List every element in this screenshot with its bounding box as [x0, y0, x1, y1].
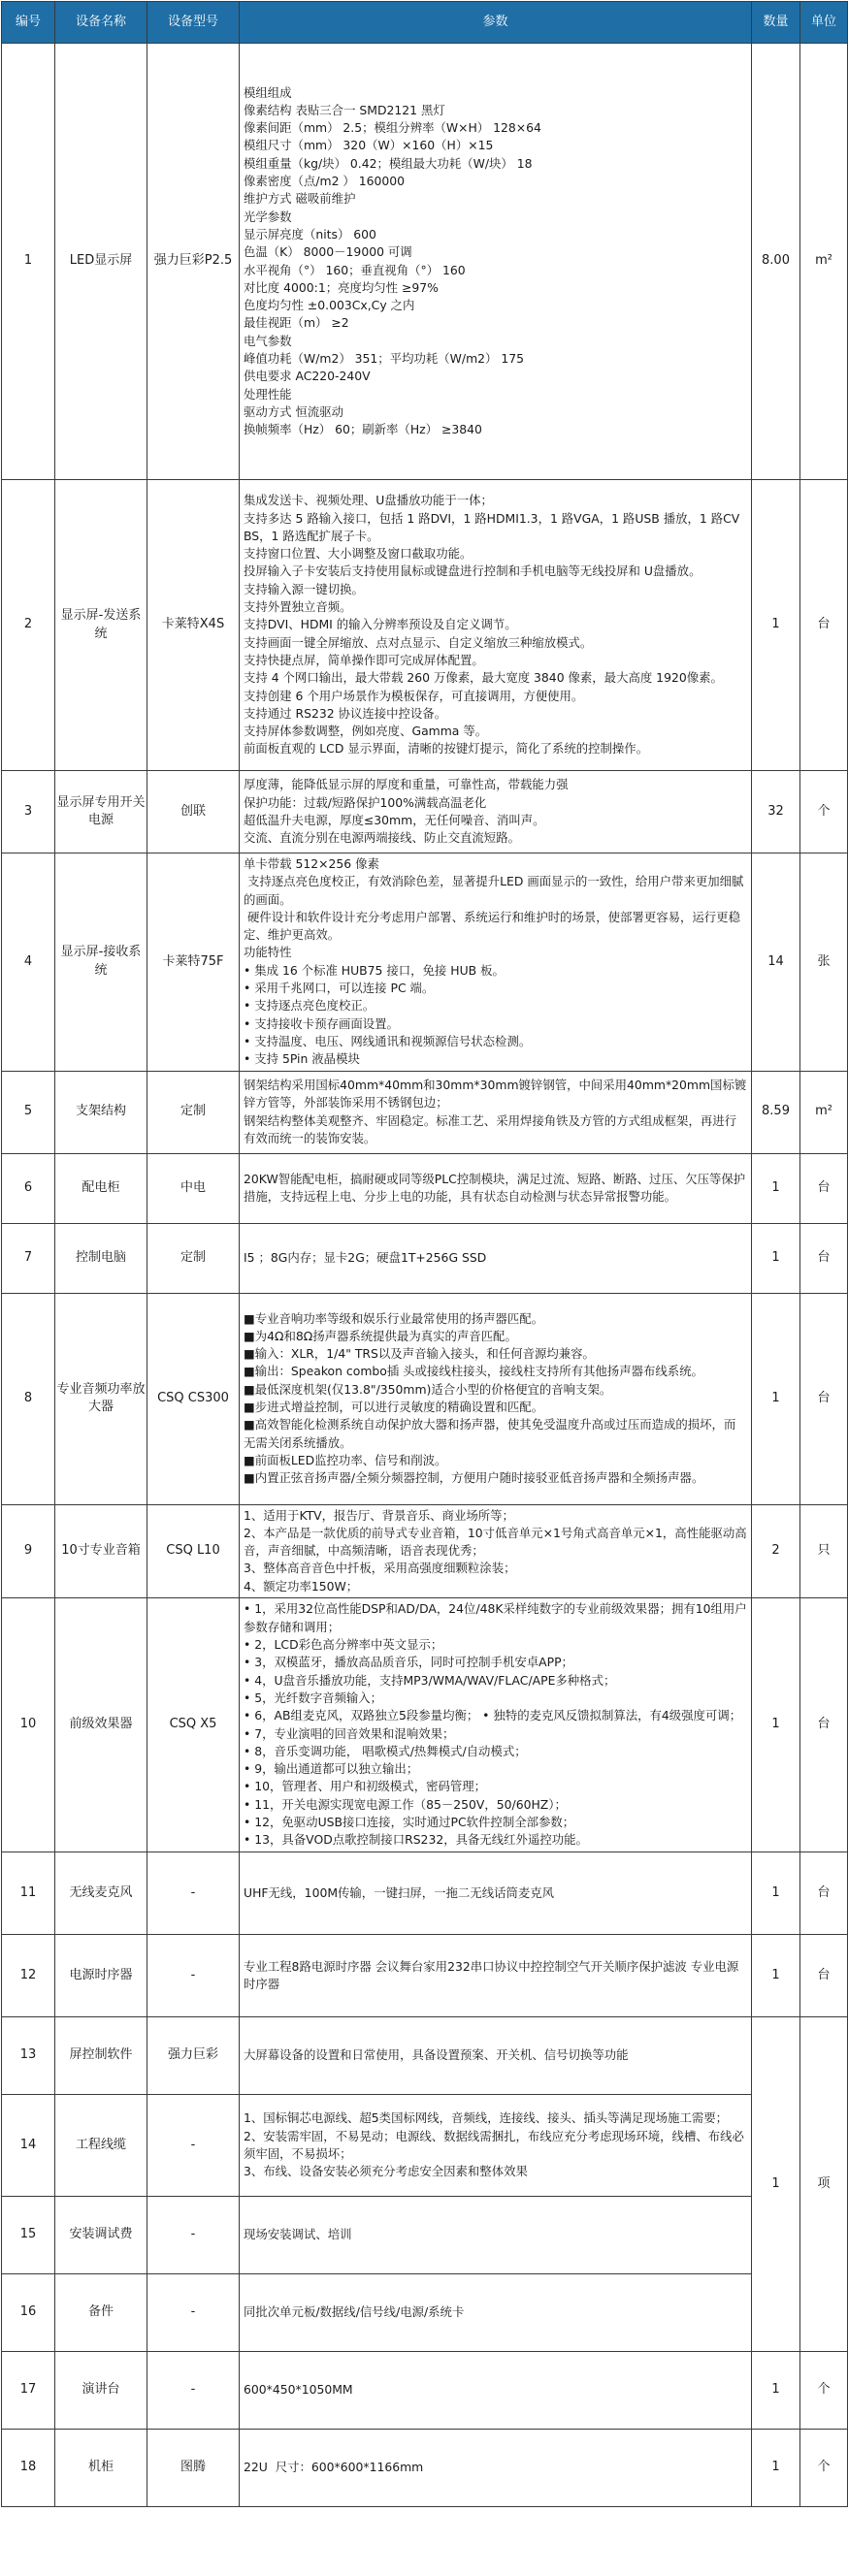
device-model: -	[147, 2095, 240, 2197]
unit: 台	[800, 1852, 848, 1935]
row-number: 1	[2, 44, 55, 480]
param-line: 钢架结构整体美观整齐、牢固稳定。标准工艺、采用焊接角铁及方管的方式组成框架，再进行有效而统一的装饰安装。	[244, 1112, 737, 1145]
row-number: 2	[2, 480, 55, 771]
device-name: 10寸专业音箱	[55, 1504, 147, 1597]
table-row	[2, 1223, 848, 1293]
device-name: 安装调试费	[55, 2197, 147, 2274]
param-line: 3、布线、设备安装必须充分考虑安全因素和整体效果	[244, 2164, 528, 2179]
param-line: ■高效智能化检测系统自动保护放大器和扬声器，使其免受温度升高或过压而造成的损坏，而无需关闭系统播放。	[244, 1417, 736, 1450]
device-model: -	[147, 2274, 240, 2352]
param-line: 色温（K） 8000－19000 可调	[244, 244, 412, 260]
param-line: 像素结构 表贴三合一 SMD2121 黑灯	[244, 102, 445, 117]
param-line: 硬件设计和软件设计充分考虑用户部署、系统运行和维护时的场景，使部署更容易，运行更稳定、维护更高效。	[244, 909, 740, 943]
param-line: 2、本产品是一款优质的前导式专业音箱，10寸低音单元×1号角式高音单元×1，高性能驱动高音，声音细腻，中高频清晰，语音表现优秀；	[244, 1525, 747, 1559]
quantity-merged: 1	[752, 2017, 800, 2352]
param-line: 600*450*1050MM	[244, 2382, 353, 2398]
unit: 个	[800, 771, 848, 853]
unit: 台	[800, 1223, 848, 1293]
table-row	[2, 1852, 848, 1935]
row-number: 15	[2, 2197, 55, 2274]
device-model: 图腾	[147, 2430, 240, 2507]
device-params	[240, 771, 752, 853]
param-line: 1、适用于KTV，报告厅、背景音乐、商业场所等；	[244, 1507, 514, 1523]
device-name: 配电柜	[55, 1153, 147, 1223]
param-line: 驱动方式 恒流驱动	[244, 403, 344, 419]
param-line: • 10，管理者、用户和初级模式，密码管理；	[244, 1779, 487, 1794]
unit: m²	[800, 1071, 848, 1153]
param-line: 功能特性	[244, 945, 292, 960]
param-line: 换帧频率（Hz） 60；刷新率（Hz） ≥3840	[244, 422, 482, 437]
device-name: 电源时序器	[55, 1935, 147, 2017]
device-params	[240, 1852, 752, 1935]
header-name: 设备名称	[55, 2, 147, 44]
table-row	[2, 2352, 848, 2430]
param-line: 支持外置独立音频。	[244, 599, 352, 615]
device-params	[240, 2274, 752, 2352]
param-line: 模组重量（kg/块） 0.42；模组最大功耗（W/块） 18	[244, 155, 533, 171]
device-name: 工程线缆	[55, 2095, 147, 2197]
param-line: ■最低深度机架(仅13.8"/350mm)适合小型的价格便宜的音响支架。	[244, 1381, 612, 1397]
device-model: 创联	[147, 771, 240, 853]
table-body	[2, 44, 848, 2507]
param-line: 处理性能	[244, 386, 292, 402]
param-line: 支持通过 RS232 协议连接中控设备。	[244, 705, 447, 721]
param-line: 支持输入源一键切换。	[244, 581, 364, 596]
param-line: 支持屏体参数调整，例如亮度、Gamma 等。	[244, 724, 488, 739]
param-line: 单卡带载 512×256 像素	[244, 856, 379, 871]
unit: 个	[800, 2352, 848, 2430]
table-row	[2, 480, 848, 771]
param-line: 最佳视距（m） ≥2	[244, 315, 349, 331]
param-line: 光学参数	[244, 209, 292, 224]
quantity: 1	[752, 480, 800, 771]
param-line: 支持窗口位置、大小调整及窗口截取功能。	[244, 546, 473, 562]
table-row	[2, 1071, 848, 1153]
device-model: -	[147, 1935, 240, 2017]
table-row	[2, 2274, 848, 2352]
param-line: • 3，双模蓝牙，播放高品质音乐，同时可控制手机安卓APP；	[244, 1655, 573, 1670]
quantity: 1	[752, 1935, 800, 2017]
header-params: 参数	[240, 2, 752, 44]
device-model: 强力巨彩	[147, 2017, 240, 2095]
table-row	[2, 1598, 848, 1852]
param-line: • 11，开关电源实现宽电源工作（85－250V，50/60HZ）；	[244, 1796, 567, 1812]
param-line: • 支持逐点亮色度校正。	[244, 998, 375, 1014]
param-line: • 8，音乐变调功能， 唱歌模式/热舞模式/自动模式；	[244, 1743, 527, 1758]
param-line: 3、整体高音音色中扦板，采用高强度细颗粒涂装；	[244, 1561, 516, 1576]
param-line: 模组尺寸（mm） 320（W）×160（H）×15	[244, 138, 494, 153]
device-model: 中电	[147, 1153, 240, 1223]
param-line: 对比度 4000:1；亮度均匀性 ≥97%	[244, 279, 439, 295]
header-unit: 单位	[800, 2, 848, 44]
row-number: 7	[2, 1223, 55, 1293]
unit: 只	[800, 1504, 848, 1597]
unit: 个	[800, 2430, 848, 2507]
row-number: 5	[2, 1071, 55, 1153]
device-model: CSQ L10	[147, 1504, 240, 1597]
device-params	[240, 2095, 752, 2197]
device-params	[240, 2430, 752, 2507]
param-line: 维护方式 磁吸前维护	[244, 191, 356, 207]
header-qty: 数量	[752, 2, 800, 44]
param-line: • 支持温度、电压、网线通讯和视频源信号状态检测。	[244, 1033, 532, 1048]
quantity: 1	[752, 1598, 800, 1852]
device-params	[240, 480, 752, 771]
table-row	[2, 1293, 848, 1504]
param-line: 色度均匀性 ±0.003Cx,Cy 之内	[244, 298, 415, 313]
quantity: 8.00	[752, 44, 800, 480]
unit-merged: 项	[800, 2017, 848, 2352]
param-line: 20KW智能配电柜，搞耐硬或同等级PLC控制模块，满足过流、短路、断路、过压、欠压等保护措施，支持远程上电、分步上电的功能，具有状态自动检测与状态异常报警功能。	[244, 1171, 746, 1205]
quantity: 1	[752, 1852, 800, 1935]
row-number: 4	[2, 853, 55, 1072]
header-row	[2, 2, 848, 44]
param-line: • 采用千兆网口，可以连接 PC 端。	[244, 981, 435, 996]
table-row	[2, 771, 848, 853]
param-line: 供电要求 AC220-240V	[244, 369, 371, 384]
device-model: 定制	[147, 1223, 240, 1293]
equipment-table	[1, 1, 848, 2507]
param-line: 22U 尺寸：600*600*1166mm	[244, 2460, 424, 2475]
device-params	[240, 44, 752, 480]
table-row	[2, 1504, 848, 1597]
device-name: 专业音频功率放大器	[55, 1293, 147, 1504]
param-line: 厚度薄，能降低显示屏的厚度和重量，可靠性高，带载能力强	[244, 777, 569, 792]
device-name: 机柜	[55, 2430, 147, 2507]
device-model: -	[147, 2352, 240, 2430]
param-line: 前面板直观的 LCD 显示界面，清晰的按键灯提示，简化了系统的控制操作。	[244, 741, 649, 757]
quantity: 14	[752, 853, 800, 1072]
device-model: 强力巨彩P2.5	[147, 44, 240, 480]
device-params	[240, 1935, 752, 2017]
quantity: 1	[752, 1223, 800, 1293]
unit: 台	[800, 480, 848, 771]
param-line: • 4，U盘音乐播放功能，支持MP3/WMA/WAV/FLAC/APE多种格式；	[244, 1672, 616, 1688]
device-name: 显示屏-接收系统	[55, 853, 147, 1072]
param-line: ■为4Ω和8Ω扬声器系统提供最为真实的声音匹配。	[244, 1328, 517, 1343]
table-row	[2, 2095, 848, 2197]
param-line: 4、额定功率150W；	[244, 1578, 359, 1594]
quantity: 32	[752, 771, 800, 853]
param-line: 大屏幕设备的设置和日常使用，具备设置预案、开关机、信号切换等功能	[244, 2047, 629, 2063]
param-line: • 支持 5Pin 液晶模块	[244, 1051, 360, 1067]
device-params	[240, 1504, 752, 1597]
device-name: 屏控制软件	[55, 2017, 147, 2095]
param-line: 现场安装调试、培训	[244, 2227, 352, 2242]
device-name: 显示屏-发送系统	[55, 480, 147, 771]
unit: 台	[800, 1293, 848, 1504]
param-line: ■输出：Speakon combo插 头或接线柱接头，接线柱支持所有其他扬声器布线系统。	[244, 1364, 703, 1379]
device-params	[240, 1153, 752, 1223]
table-row	[2, 853, 848, 1072]
device-model: CSQ CS300	[147, 1293, 240, 1504]
param-line: 支持DVI、HDMI 的输入分辨率预设及自定义调节。	[244, 617, 517, 632]
param-line: 同批次单元板/数据线/信号线/电源/系统卡	[244, 2304, 465, 2320]
param-line: ■输入：XLR，1/4" TRS以及声音输入接头，和任何音源均兼容。	[244, 1346, 595, 1362]
device-name: LED显示屏	[55, 44, 147, 480]
param-line: 电气参数	[244, 333, 292, 348]
table-row	[2, 2017, 848, 2095]
table-row	[2, 1153, 848, 1223]
param-line: 投屏输入子卡安装后支持使用鼠标或键盘进行控制和手机电脑等无线投屏和 U盘播放。	[244, 564, 701, 579]
param-line: I5 ；8G内存；显卡2G；硬盘1T+256G SSD	[244, 1249, 487, 1265]
unit: 台	[800, 1153, 848, 1223]
header-model: 设备型号	[147, 2, 240, 44]
row-number: 17	[2, 2352, 55, 2430]
row-number: 14	[2, 2095, 55, 2197]
param-line: 峰值功耗（W/m2） 351；平均功耗（W/m2） 175	[244, 350, 525, 366]
quantity: 1	[752, 2430, 800, 2507]
table-row	[2, 2430, 848, 2507]
param-line: UHF无线，100M传输，一键扫屏，一拖二无线话筒麦克风	[244, 1884, 555, 1900]
row-number: 6	[2, 1153, 55, 1223]
param-line: 支持创建 6 个用户场景作为模板保存，可直接调用，方便使用。	[244, 688, 584, 703]
device-model: -	[147, 2197, 240, 2274]
device-model: CSQ X5	[147, 1598, 240, 1852]
row-number: 12	[2, 1935, 55, 2017]
param-line: • 7，专业演唱的回音效果和混响效果；	[244, 1725, 455, 1741]
param-line: • 1，采用32位高性能DSP和AD/DA，24位/48K采样纯数字的专业前级效果器；拥有10组用户参数存储和调用；	[244, 1601, 747, 1634]
param-line: • 12，免驱动USB接口连接，实时通过PC软件控制全部参数；	[244, 1815, 575, 1830]
param-line: 专业工程8路电源时序器 会议舞台家用232串口协议中控控制空气开关顺序保护滤波 专业电源时序器	[244, 1958, 739, 1992]
param-line: • 13，具备VOD点歌控制接口RS232，具备无线红外遥控功能。	[244, 1832, 588, 1848]
device-model: 卡莱特75F	[147, 853, 240, 1072]
table-row	[2, 2197, 848, 2274]
param-line: • 9，输出通道都可以独立输出；	[244, 1761, 419, 1777]
param-line: 像素密度（点/m2 ） 160000	[244, 174, 406, 189]
header-no: 编号	[2, 2, 55, 44]
param-line: • 支持接收卡预存画面设置。	[244, 1015, 399, 1031]
param-line: 超低温升夫电源，厚度≤30mm，无任何噪音、消叫声。	[244, 813, 545, 827]
param-line: ■专业音响功率等级和娱乐行业最常使用的扬声器匹配。	[244, 1310, 544, 1326]
param-line: 2、安装需牢固，不易晃动；电源线、数据线需捆扎，布线应充分考虑现场环境，线槽、布线必须牢固，不易损坏；	[244, 2128, 744, 2162]
param-line: 显示屏亮度（nits） 600	[244, 226, 376, 242]
row-number: 11	[2, 1852, 55, 1935]
device-params	[240, 2197, 752, 2274]
param-line: ■前面板LED监控功率、信号和削波。	[244, 1452, 447, 1467]
device-name: 备件	[55, 2274, 147, 2352]
device-params	[240, 1223, 752, 1293]
row-number: 8	[2, 1293, 55, 1504]
param-line: 支持快捷点屏，简单操作即可完成屏体配置。	[244, 652, 484, 667]
quantity: 8.59	[752, 1071, 800, 1153]
unit: 台	[800, 1598, 848, 1852]
device-params	[240, 1598, 752, 1852]
device-name: 前级效果器	[55, 1598, 147, 1852]
device-name: 无线麦克风	[55, 1852, 147, 1935]
param-line: 交流、直流分别在电源两端接线、防止交直流短路。	[244, 830, 520, 846]
param-line: • 5，光纤数字音频输入；	[244, 1690, 383, 1705]
param-line: • 集成 16 个标准 HUB75 接口，免接 HUB 板。	[244, 962, 505, 978]
device-model: 定制	[147, 1071, 240, 1153]
row-number: 13	[2, 2017, 55, 2095]
param-line: 集成发送卡、视频处理、U盘播放功能于一体；	[244, 493, 493, 508]
device-model: 卡莱特X4S	[147, 480, 240, 771]
quantity: 1	[752, 1153, 800, 1223]
param-line: ■内置正弦音扬声器/全频分频器控制，方便用户随时接驳亚低音扬声器和全频扬声器。	[244, 1470, 704, 1486]
quantity: 2	[752, 1504, 800, 1597]
param-line: 保护功能：过载/短路保护100%满载高温老化	[244, 794, 487, 810]
device-name: 控制电脑	[55, 1223, 147, 1293]
param-line: 钢架结构采用国标40mm*40mm和30mm*30mm镀锌钢管，中间采用40mm*20mm国标镀锌方管等，外部装饰采用不锈钢包边；	[244, 1077, 747, 1111]
quantity: 1	[752, 1293, 800, 1504]
param-line: 支持逐点亮色度校正，有效消除色差，显著提升LED 画面显示的一致性，给用户带来更加细腻的画面。	[244, 874, 744, 907]
quantity: 1	[752, 2352, 800, 2430]
unit: 张	[800, 853, 848, 1072]
param-line: 像素间距（mm） 2.5；模组分辨率（W×H） 128×64	[244, 120, 541, 136]
param-line: 1、国标铜芯电源线、超5类国标网线，音频线，连接线、接头、插头等满足现场施工需要；	[244, 2110, 729, 2126]
device-name: 演讲台	[55, 2352, 147, 2430]
device-params	[240, 2017, 752, 2095]
row-number: 16	[2, 2274, 55, 2352]
device-params	[240, 1071, 752, 1153]
param-line: • 6，AB组麦克风，双路独立5段参量均衡； • 独特的麦克风反馈拟制算法，有4级强度可调；	[244, 1708, 742, 1723]
device-name: 支架结构	[55, 1071, 147, 1153]
table-row	[2, 1935, 848, 2017]
param-line: 模组组成	[244, 84, 292, 100]
row-number: 9	[2, 1504, 55, 1597]
param-line: 水平视角（°） 160；垂直视角（°） 160	[244, 262, 466, 277]
param-line: 支持画面一键全屏缩放、点对点显示、自定义缩放三种缩放模式。	[244, 634, 593, 650]
row-number: 10	[2, 1598, 55, 1852]
unit: m²	[800, 44, 848, 480]
param-line: 支持 4 个网口输出，最大带载 260 万像素，最大宽度 3840 像素，最大高度 1920像素。	[244, 670, 723, 686]
param-line: • 2，LCD彩色高分辨率中英文显示；	[244, 1637, 443, 1653]
device-params	[240, 1293, 752, 1504]
device-params	[240, 853, 752, 1072]
row-number: 18	[2, 2430, 55, 2507]
unit: 台	[800, 1935, 848, 2017]
param-line: 支持多达 5 路输入接口，包括 1 路DVI，1 路HDMI1.3，1 路VGA，1 路USB 播放，1 路CVBS，1 路选配扩展子卡。	[244, 510, 740, 543]
device-name: 显示屏专用开关电源	[55, 771, 147, 853]
device-params	[240, 2352, 752, 2430]
device-model: -	[147, 1852, 240, 1935]
param-line: ■步进式增益控制，可以进行灵敏度的精确设置和匹配。	[244, 1400, 544, 1415]
table-row	[2, 44, 848, 480]
row-number: 3	[2, 771, 55, 853]
